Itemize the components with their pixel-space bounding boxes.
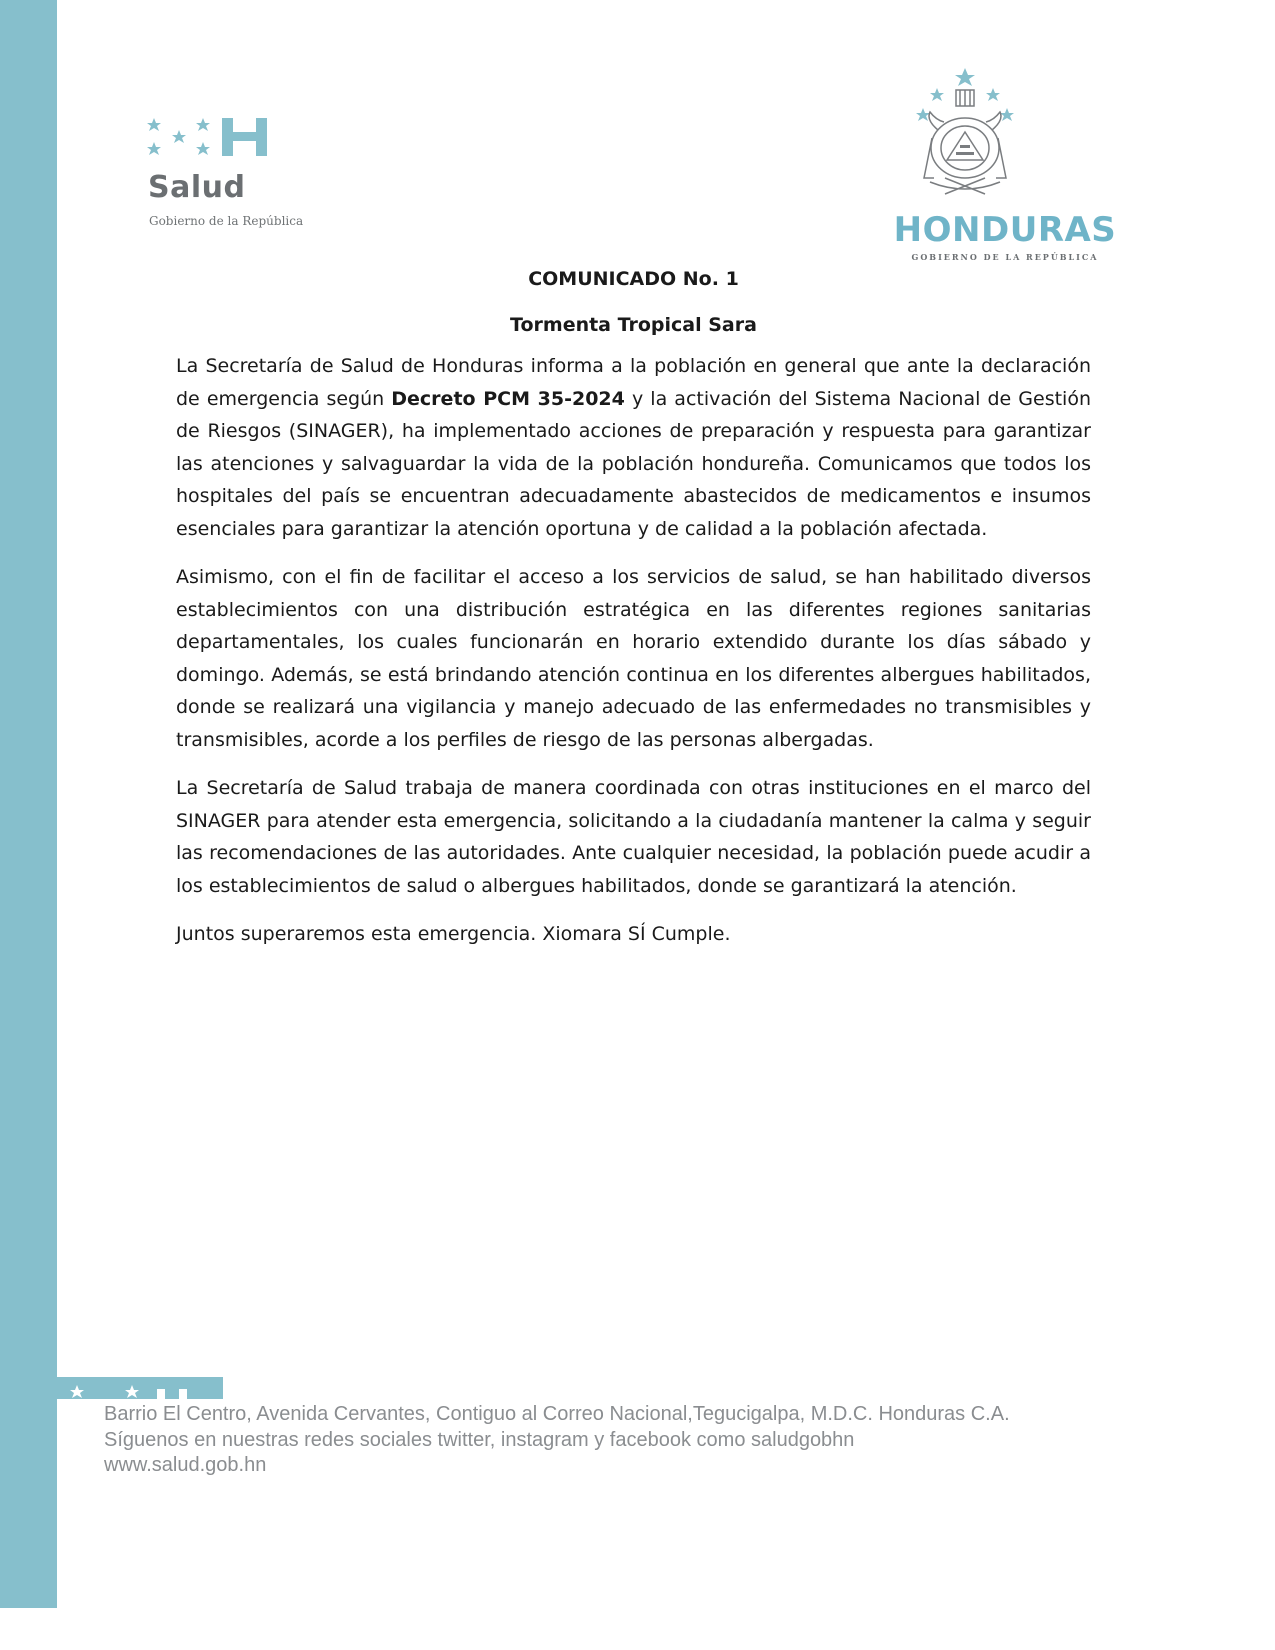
document-body: [176, 268, 1091, 951]
paragraph-1: [176, 350, 1091, 545]
paragraph-1-text-start: La Secretaría de Salud de Honduras informa a la población en general que ante la declaración de emergencia según: [176, 355, 1091, 410]
honduras-subtitle: GOBIERNO DE LA REPÚBLICA: [911, 252, 1099, 262]
honduras-logo: [890, 68, 1130, 268]
footer-address: Barrio El Centro, Avenida Cervantes, Contiguo al Correo Nacional,Tegucigalpa, M.D.C. Honduras C.A.: [104, 1403, 1010, 1425]
salud-stars-h-icon: [146, 118, 286, 168]
decree-reference: Decreto PCM 35-2024: [391, 387, 625, 410]
document-title: COMUNICADO No. 1: [528, 268, 739, 290]
paragraph-1-text-end: y la activación del Sistema Nacional de Gestión de Riesgos (SINAGER), ha implementado acciones de preparación y respuesta para garantizar las atenciones y salvaguardar la vida de la población hondureña. Comunicamos que todos los hospitales del país se encuentran adecuadamente abastecidos de medicamentos e insumos esenciales para garantizar la atención oportuna y de calidad a la población afectada.: [176, 387, 1091, 540]
footer-social: Síguenos en nuestras redes sociales twitter, instagram y facebook como saludgobhn: [104, 1428, 855, 1451]
footer-website: www.salud.gob.hn: [104, 1454, 267, 1476]
footer-side-stars-icon: [57, 1399, 87, 1447]
honduras-wordmark: HONDURAS: [893, 210, 1117, 250]
footer-stars-icon: [57, 1377, 223, 1399]
salud-wordmark: Salud: [148, 170, 246, 205]
paragraph-3: La Secretaría de Salud trabaja de manera coordinada con otras instituciones en el marco del SINAGER para atender esta emergencia, solicitando a la ciudadanía mantener la calma y seguir las recomendaciones de las autoridades. Ante cualquier necesidad, la población puede acudir a los establecimientos de salud o albergues habilitados, donde se garantizará la atención.: [176, 777, 1091, 897]
document-subtitle: Tormenta Tropical Sara: [510, 314, 757, 336]
left-brand-bar: [0, 0, 57, 1608]
salud-logo: [146, 118, 336, 230]
salud-subtitle: Gobierno de la República: [149, 214, 304, 228]
footer: [104, 1402, 1234, 1479]
coat-of-arms-icon: [890, 68, 1120, 208]
paragraph-2: Asimismo, con el fin de facilitar el acceso a los servicios de salud, se han habilitado diversos establecimientos con una distribución estratégica en las diferentes regiones sanitarias departamentales, los cuales funcionarán en horario extendido durante los días sábado y domingo. Además, se está brindando atención continua en los diferentes albergues habilitados, donde se realizará una vigilancia y manejo adecuado de las enfermedades no transmisibles y transmisibles, acorde a los perfiles de riesgo de las personas albergadas.: [176, 566, 1091, 751]
closing-line: Juntos superaremos esta emergencia. Xiomara SÍ Cumple.: [176, 923, 731, 945]
